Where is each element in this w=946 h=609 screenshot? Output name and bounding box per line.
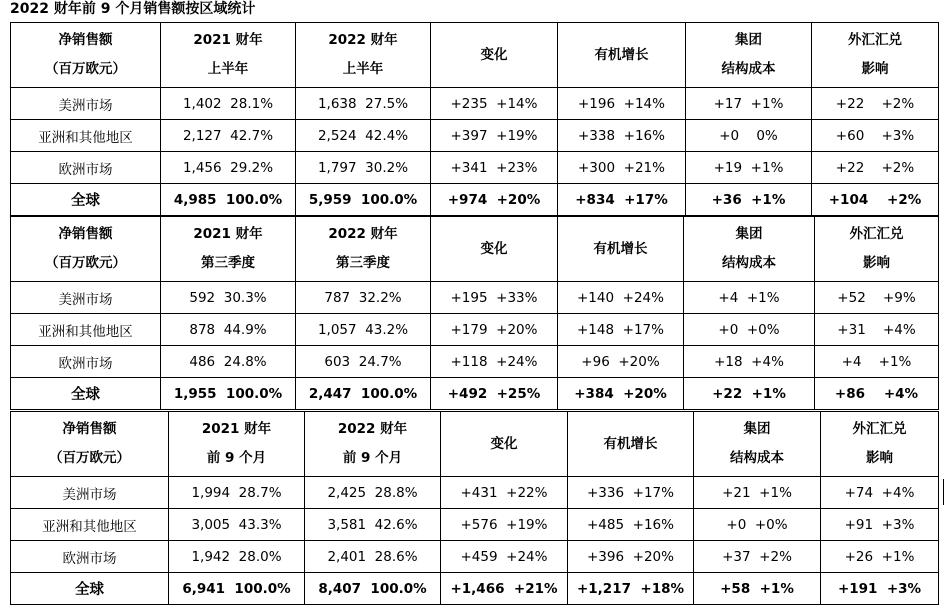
table-cell: 2,425 28.8% — [305, 477, 441, 509]
table-row — [11, 88, 939, 120]
table-cell: 4,985 100.0% — [161, 184, 296, 216]
sales-table-9m — [10, 411, 939, 605]
header-curr-year: 2022 财年 上半年 — [296, 23, 431, 88]
header-organic-growth: 有机增长 — [568, 412, 694, 477]
table-cell: +397 +19% — [431, 120, 558, 152]
page-title: 2022 财年前 9 个月销售额按区域统计 — [10, 1, 256, 17]
table-cell: +18 +4% — [684, 346, 815, 378]
header-structure-cost: 集团 结构成本 — [684, 217, 815, 282]
table-cell: +104 +2% — [812, 184, 939, 216]
table-cell: 2,401 28.6% — [305, 541, 441, 573]
table-cell: +140 +24% — [558, 282, 684, 314]
table-cell: +22 +2% — [812, 152, 939, 184]
table-cell: 878 44.9% — [161, 314, 296, 346]
table-cell: +384 +20% — [558, 378, 684, 410]
table-cell: +19 +1% — [686, 152, 812, 184]
sales-table-h1 — [10, 22, 939, 216]
table-row — [11, 152, 939, 184]
table-cell: +31 +4% — [815, 314, 939, 346]
header-row — [11, 412, 939, 477]
table-cell: +396 +20% — [568, 541, 694, 573]
row-label: 全球 — [11, 573, 169, 605]
table-cell: +191 +3% — [821, 573, 939, 605]
table-cell: +26 +1% — [821, 541, 939, 573]
header-change: 变化 — [431, 217, 558, 282]
table-cell: +195 +33% — [431, 282, 558, 314]
header-structure-cost: 集团 结构成本 — [694, 412, 821, 477]
table-row — [11, 120, 939, 152]
table-row — [11, 541, 939, 573]
table-cell: +52 +9% — [815, 282, 939, 314]
table-row — [11, 509, 939, 541]
table-row — [11, 346, 939, 378]
header-fx-impact: 外汇汇兑 影响 — [812, 23, 939, 88]
table-cell: 2,447 100.0% — [296, 378, 431, 410]
table-cell: 486 24.8% — [161, 346, 296, 378]
header-row — [11, 23, 939, 88]
header-fx-impact: 外汇汇兑 影响 — [815, 217, 939, 282]
table-cell: +118 +24% — [431, 346, 558, 378]
row-label: 全球 — [11, 378, 161, 410]
header-organic-growth: 有机增长 — [558, 217, 684, 282]
table-cell: 2,127 42.7% — [161, 120, 296, 152]
header-prev-year: 2021 财年 前 9 个月 — [169, 412, 305, 477]
header-prev-year: 2021 财年 第三季度 — [161, 217, 296, 282]
table-cell: +431 +22% — [441, 477, 568, 509]
table-cell: +1,217 +18% — [568, 573, 694, 605]
table-cell: 6,941 100.0% — [169, 573, 305, 605]
table-cell: 3,581 42.6% — [305, 509, 441, 541]
row-label: 欧洲市场 — [11, 346, 161, 378]
row-label: 美洲市场 — [11, 282, 161, 314]
table-cell: +336 +17% — [568, 477, 694, 509]
header-change: 变化 — [441, 412, 568, 477]
header-net-sales: 净销售额 （百万欧元） — [11, 412, 169, 477]
table-cell: +37 +2% — [694, 541, 821, 573]
table-cell: +4 +1% — [684, 282, 815, 314]
table-cell: +22 +1% — [684, 378, 815, 410]
table-cell: +974 +20% — [431, 184, 558, 216]
table-cell: +96 +20% — [558, 346, 684, 378]
table-cell: 1,797 30.2% — [296, 152, 431, 184]
row-label: 亚洲和其他地区 — [11, 509, 169, 541]
table-cell: +91 +3% — [821, 509, 939, 541]
table-cell: +17 +1% — [686, 88, 812, 120]
table-cell: 603 24.7% — [296, 346, 431, 378]
table-cell: +485 +16% — [568, 509, 694, 541]
table-cell: +576 +19% — [441, 509, 568, 541]
table-cell: 1,994 28.7% — [169, 477, 305, 509]
header-organic-growth: 有机增长 — [558, 23, 686, 88]
total-row — [11, 573, 939, 605]
table-cell: +492 +25% — [431, 378, 558, 410]
table-cell: +459 +24% — [441, 541, 568, 573]
table-cell: +1,466 +21% — [441, 573, 568, 605]
header-curr-year: 2022 财年 第三季度 — [296, 217, 431, 282]
table-cell: +179 +20% — [431, 314, 558, 346]
header-prev-year: 2021 财年 上半年 — [161, 23, 296, 88]
table-cell: +0 +0% — [684, 314, 815, 346]
header-net-sales: 净销售额 （百万欧元） — [11, 217, 161, 282]
table-cell: +196 +14% — [558, 88, 686, 120]
table-cell: +341 +23% — [431, 152, 558, 184]
table-cell: 5,959 100.0% — [296, 184, 431, 216]
table-cell: 1,955 100.0% — [161, 378, 296, 410]
table-cell: 1,456 29.2% — [161, 152, 296, 184]
text-cursor — [943, 479, 944, 505]
table-cell: 1,942 28.0% — [169, 541, 305, 573]
table-cell: +60 +3% — [812, 120, 939, 152]
table-cell: 1,057 43.2% — [296, 314, 431, 346]
table-cell: +4 +1% — [815, 346, 939, 378]
table-cell: +338 +16% — [558, 120, 686, 152]
table-cell: 2,524 42.4% — [296, 120, 431, 152]
table-cell: +300 +21% — [558, 152, 686, 184]
table-cell: 3,005 43.3% — [169, 509, 305, 541]
header-structure-cost: 集团 结构成本 — [686, 23, 812, 88]
table-cell: +58 +1% — [694, 573, 821, 605]
row-label: 欧洲市场 — [11, 152, 161, 184]
row-label: 美洲市场 — [11, 477, 169, 509]
table-cell: 1,638 27.5% — [296, 88, 431, 120]
header-fx-impact: 外汇汇兑 影响 — [821, 412, 939, 477]
table-cell: 787 32.2% — [296, 282, 431, 314]
table-cell: 592 30.3% — [161, 282, 296, 314]
table-cell: +148 +17% — [558, 314, 684, 346]
table-cell: +0 +0% — [694, 509, 821, 541]
table-row — [11, 477, 939, 509]
table-cell: +834 +17% — [558, 184, 686, 216]
table-cell: +22 +2% — [812, 88, 939, 120]
row-label: 全球 — [11, 184, 161, 216]
table-cell: 8,407 100.0% — [305, 573, 441, 605]
header-row — [11, 217, 939, 282]
table-cell: +21 +1% — [694, 477, 821, 509]
total-row — [11, 378, 939, 410]
sales-table-q3 — [10, 216, 939, 410]
row-label: 美洲市场 — [11, 88, 161, 120]
table-cell: +0 0% — [686, 120, 812, 152]
header-net-sales: 净销售额 （百万欧元） — [11, 23, 161, 88]
total-row — [11, 184, 939, 216]
table-cell: 1,402 28.1% — [161, 88, 296, 120]
row-label: 亚洲和其他地区 — [11, 120, 161, 152]
header-curr-year: 2022 财年 前 9 个月 — [305, 412, 441, 477]
table-row — [11, 314, 939, 346]
table-cell: +36 +1% — [686, 184, 812, 216]
table-cell: +235 +14% — [431, 88, 558, 120]
table-cell: +86 +4% — [815, 378, 939, 410]
table-row — [11, 282, 939, 314]
header-change: 变化 — [431, 23, 558, 88]
table-cell: +74 +4% — [821, 477, 939, 509]
row-label: 欧洲市场 — [11, 541, 169, 573]
row-label: 亚洲和其他地区 — [11, 314, 161, 346]
